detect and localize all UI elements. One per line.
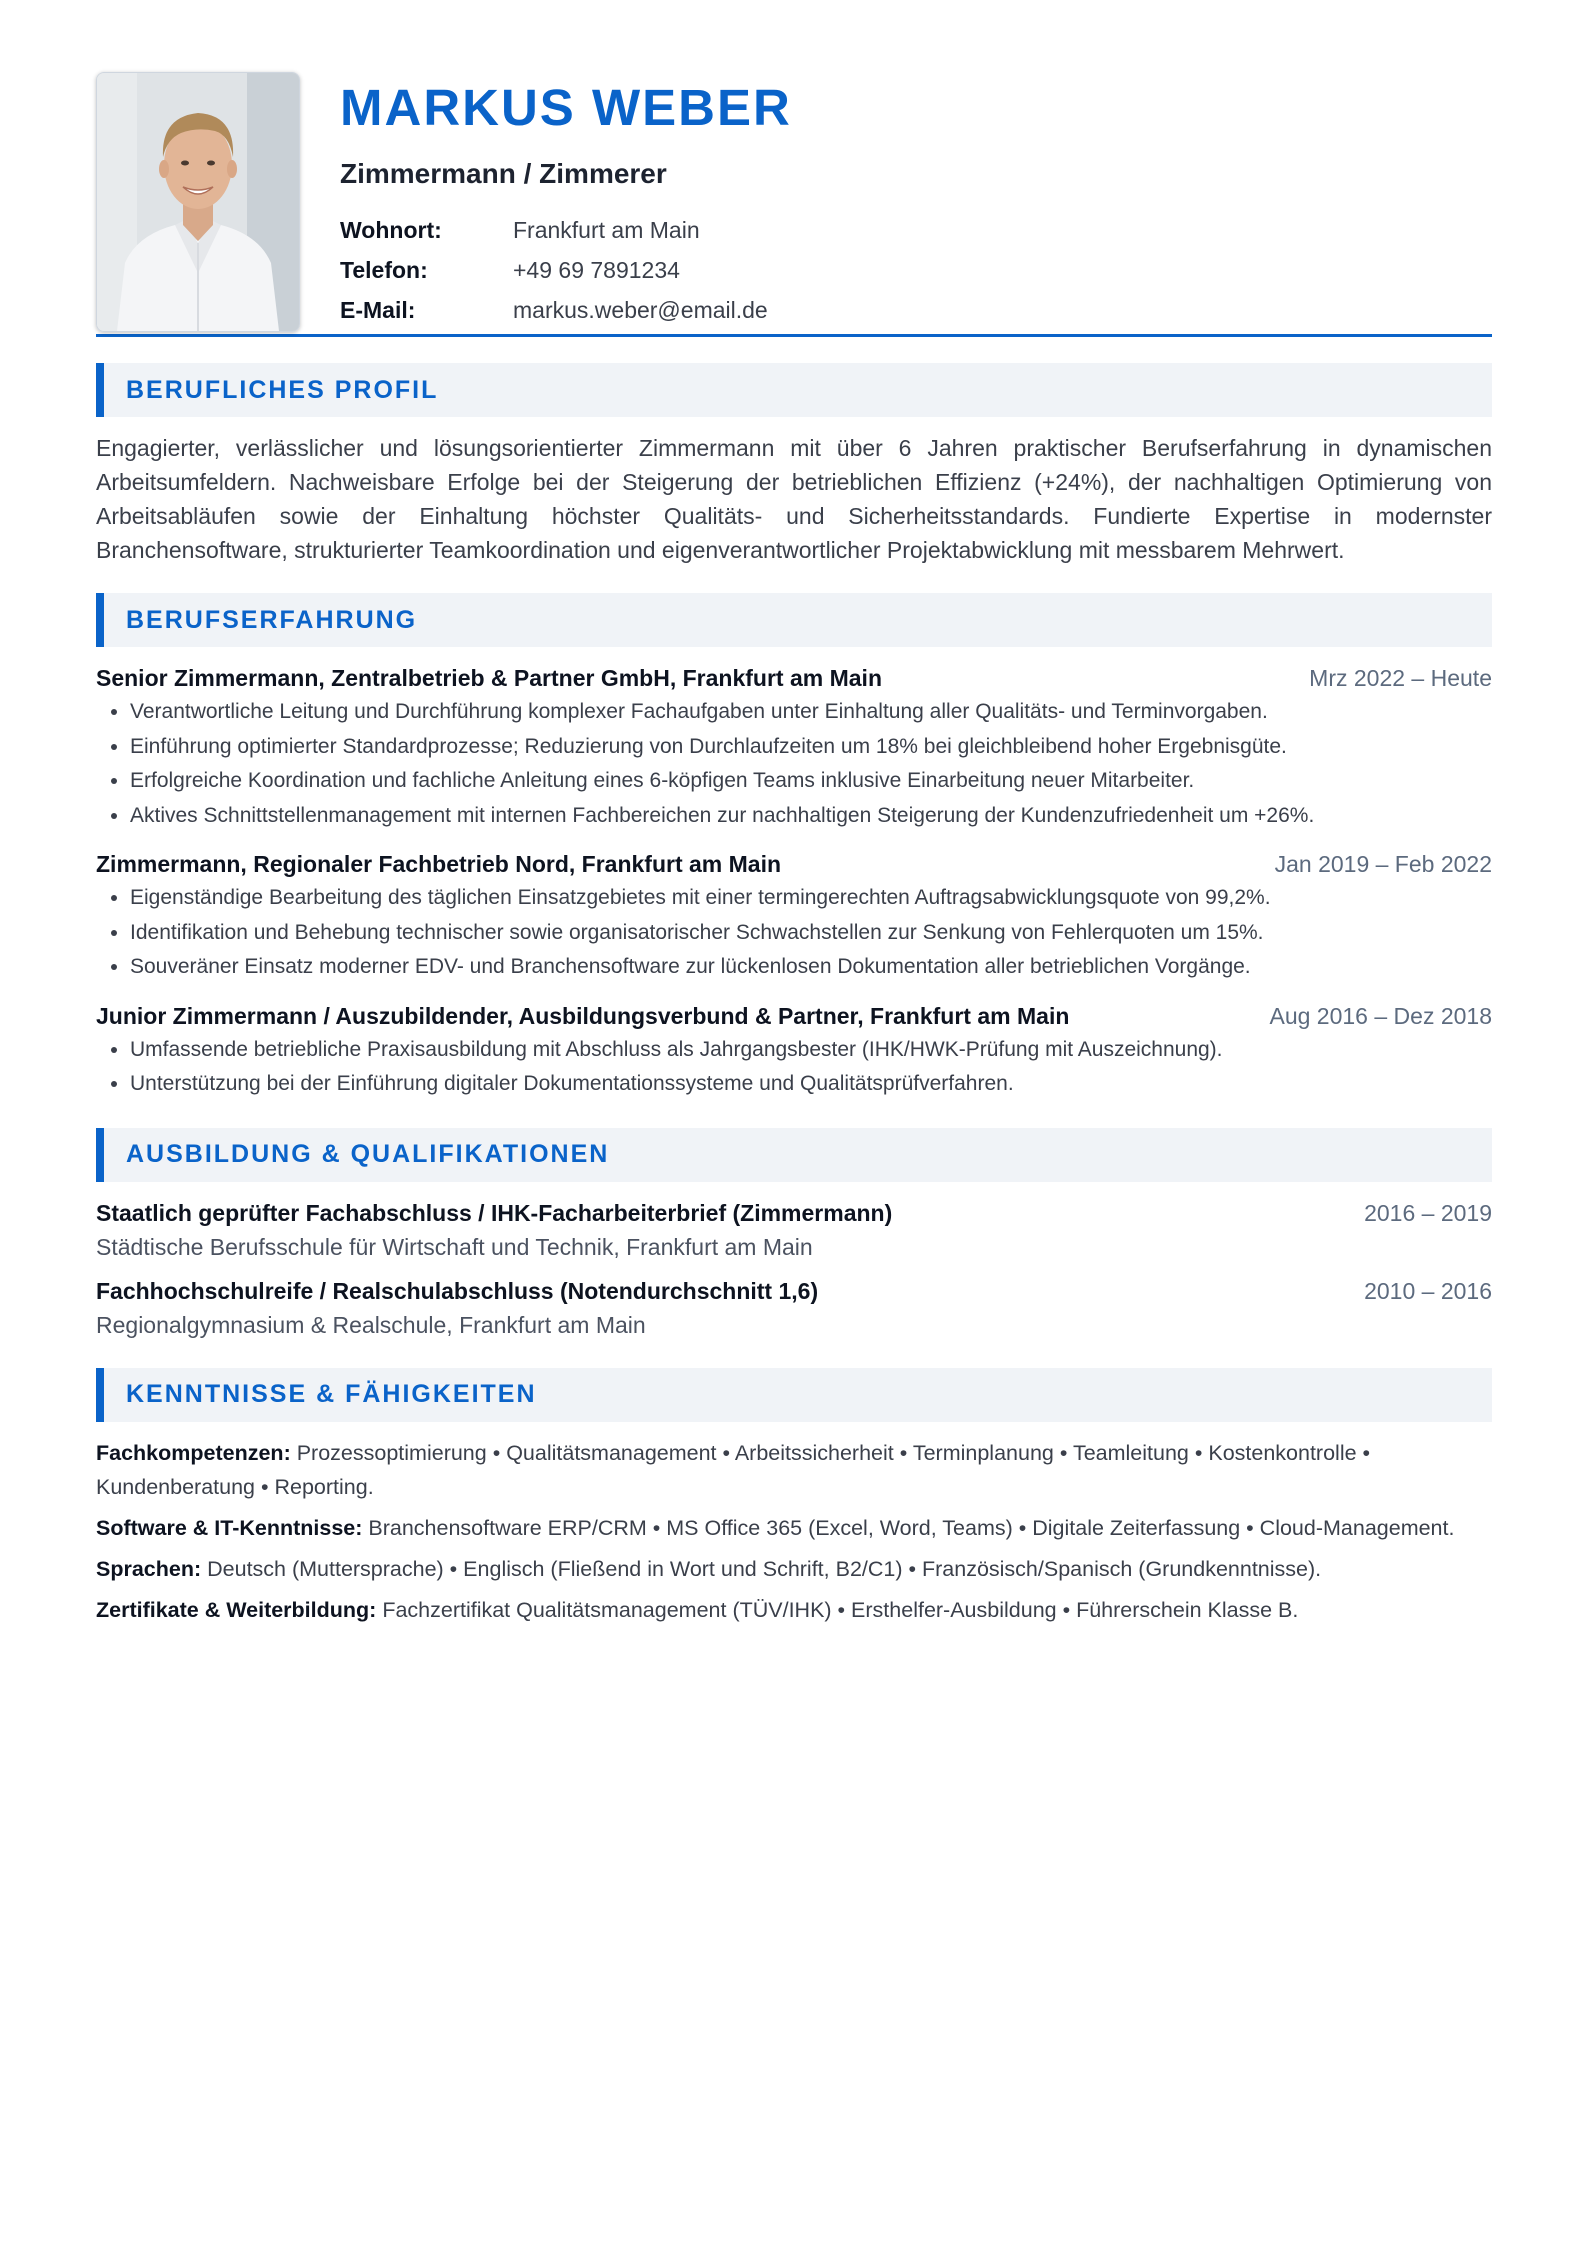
education-date: 2010 – 2016 <box>1364 1277 1492 1304</box>
job-bullet: • Identifikation und Behebung technischer sowie organisatorischer Schwachstellen zur Senkung von Fehlerquoten um 15%. <box>130 916 1492 951</box>
contact-row-email <box>340 290 792 330</box>
skill-item <box>96 1511 1492 1545</box>
header-divider <box>96 334 1492 337</box>
education-degree: Staatlich geprüfter Fachabschluss / IHK-Facharbeiterbrief (Zimmermann) <box>96 1199 893 1226</box>
education-entry <box>96 1196 1492 1264</box>
section-title: AUSBILDUNG & QUALIFIKATIONEN <box>126 1140 610 1168</box>
contact-label: Wohnort: <box>340 217 442 243</box>
contact-label: E-Mail: <box>340 297 416 323</box>
job-header <box>96 847 1492 881</box>
contact-label: Telefon: <box>340 257 428 283</box>
job-header <box>96 661 1492 695</box>
education-entry <box>96 1274 1492 1342</box>
contact-row-location <box>340 210 792 250</box>
job-bullets <box>96 695 1492 833</box>
header-info <box>340 72 792 330</box>
job-date: Mrz 2022 – Heute <box>1309 665 1492 691</box>
skill-text: Fachzertifikat Qualitätsmanagement (TÜV/IHK) • Ersthelfer-Ausbildung • Führerschein Klasse B. <box>382 1597 1299 1622</box>
job-entry <box>96 661 1492 833</box>
job-bullets <box>96 881 1492 985</box>
job-header <box>96 999 1492 1033</box>
skill-item <box>96 1552 1492 1586</box>
portrait-illustration <box>97 73 299 331</box>
contact-value: +49 69 7891234 <box>513 257 680 283</box>
skill-item <box>96 1593 1492 1627</box>
education-degree: Fachhochschulreife / Realschulabschluss (Notendurchschnitt 1,6) <box>96 1277 819 1304</box>
section-header-education <box>96 1128 1492 1182</box>
education-date: 2016 – 2019 <box>1364 1199 1492 1226</box>
job-bullet: • Erfolgreiche Koordination und fachliche Anleitung eines 6-köpfigen Teams inklusive Einarbeitung neuer Mitarbeiter. <box>130 764 1492 799</box>
skill-label: Sprachen: <box>96 1556 202 1581</box>
skill-label: Software & IT-Kenntnisse: <box>96 1515 363 1540</box>
contact-value: markus.weber@email.de <box>513 297 768 323</box>
section-title: BERUFLICHES PROFIL <box>126 375 439 404</box>
job-bullet: • Einführung optimierter Standardprozesse; Reduzierung von Durchlaufzeiten um 18% bei gleichbleibend hoher Ergebnisgüte. <box>130 730 1492 765</box>
job-bullet: • Aktives Schnittstellenmanagement mit internen Fachbereichen zur nachhaltigen Steigerung der Kundenzufriedenheit um +26%. <box>130 799 1492 834</box>
section-header-experience <box>96 593 1492 647</box>
job-bullet: • Verantwortliche Leitung und Durchführung komplexer Fachaufgaben unter Einhaltung aller Qualitäts- und Terminvorgaben. <box>130 695 1492 730</box>
job-bullet: • Souveräner Einsatz moderner EDV- und Branchensoftware zur lückenlosen Dokumentation aller betrieblichen Vorgänge. <box>130 950 1492 985</box>
job-bullet: • Eigenständige Bearbeitung des täglichen Einsatzgebietes mit einer termingerechten Auftragsabwicklungsquote von 99,2%. <box>130 881 1492 916</box>
job-bullet: • Umfassende betriebliche Praxisausbildung mit Abschluss als Jahrgangsbester (IHK/HWK-Prüfung mit Auszeichnung). <box>130 1033 1492 1068</box>
job-bullets <box>96 1033 1492 1102</box>
education-header <box>96 1196 1492 1230</box>
candidate-name: MARKUS WEBER <box>340 79 792 136</box>
profile-summary: Engagierter, verlässlicher und lösungsorientierter Zimmermann mit über 6 Jahren praktischer Berufserfahrung in dynamischen Arbeitsumfeldern. Nachweisbare Erfolge bei der Steigerung der betrieblichen Effizienz (+24%), der nachhaltigen Optimierung von Arbeitsabläufen sowie der Einhaltung höchster Qualitäts- und Sicherheitsstandards. Fundierte Expertise in modernster Branchensoftware, strukturierter Teamkoordination und eigenverantwortlicher Projektabwicklung mit messbarem Mehrwert. <box>96 435 1492 563</box>
skill-label: Fachkompetenzen: <box>96 1440 291 1465</box>
job-title: Zimmermann, Regionaler Fachbetrieb Nord, Frankfurt am Main <box>96 851 782 877</box>
skill-text: Prozessoptimierung • Qualitätsmanagement • Arbeitssicherheit • Terminplanung • Teamleitung • Kostenkontrolle • Kundenberatung • Reporting. <box>96 1440 1371 1499</box>
job-role: Zimmermann / Zimmerer <box>340 158 667 189</box>
job-title: Junior Zimmermann / Auszubildender, Ausbildungsverbund & Partner, Frankfurt am Main <box>96 1002 1070 1029</box>
job-entry <box>96 999 1492 1102</box>
skills-list <box>96 1436 1492 1627</box>
section-header-profile <box>96 363 1492 417</box>
contact-details <box>340 210 792 330</box>
job-title: Senior Zimmermann, Zentralbetrieb & Partner GmbH, Frankfurt am Main <box>96 665 882 691</box>
skill-text: Branchensoftware ERP/CRM • MS Office 365 (Excel, Word, Teams) • Digitale Zeiterfassung • Cloud-Management. <box>368 1515 1455 1540</box>
education-school: Städtische Berufsschule für Wirtschaft und Technik, Frankfurt am Main <box>96 1233 813 1260</box>
job-date: Aug 2016 – Dez 2018 <box>1269 1002 1492 1029</box>
job-entry <box>96 847 1492 985</box>
skill-label: Zertifikate & Weiterbildung: <box>96 1597 377 1622</box>
section-header-skills <box>96 1368 1492 1422</box>
skill-item <box>96 1436 1492 1504</box>
job-date: Jan 2019 – Feb 2022 <box>1274 851 1492 877</box>
profile-photo <box>96 72 300 332</box>
education-school: Regionalgymnasium & Realschule, Frankfurt am Main <box>96 1311 646 1338</box>
education-header <box>96 1274 1492 1308</box>
contact-value: Frankfurt am Main <box>513 217 700 243</box>
section-title: KENNTNISSE & FÄHIGKEITEN <box>126 1380 537 1408</box>
section-title: BERUFSERFAHRUNG <box>126 605 418 634</box>
skill-text: Deutsch (Muttersprache) • Englisch (Fließend in Wort und Schrift, B2/C1) • Französisch/Spanisch (Grundkenntnisse). <box>207 1556 1322 1581</box>
contact-row-phone <box>340 250 792 290</box>
resume-header <box>96 72 1492 334</box>
job-bullet: • Unterstützung bei der Einführung digitaler Dokumentationssysteme und Qualitätsprüfverfahren. <box>130 1067 1492 1102</box>
